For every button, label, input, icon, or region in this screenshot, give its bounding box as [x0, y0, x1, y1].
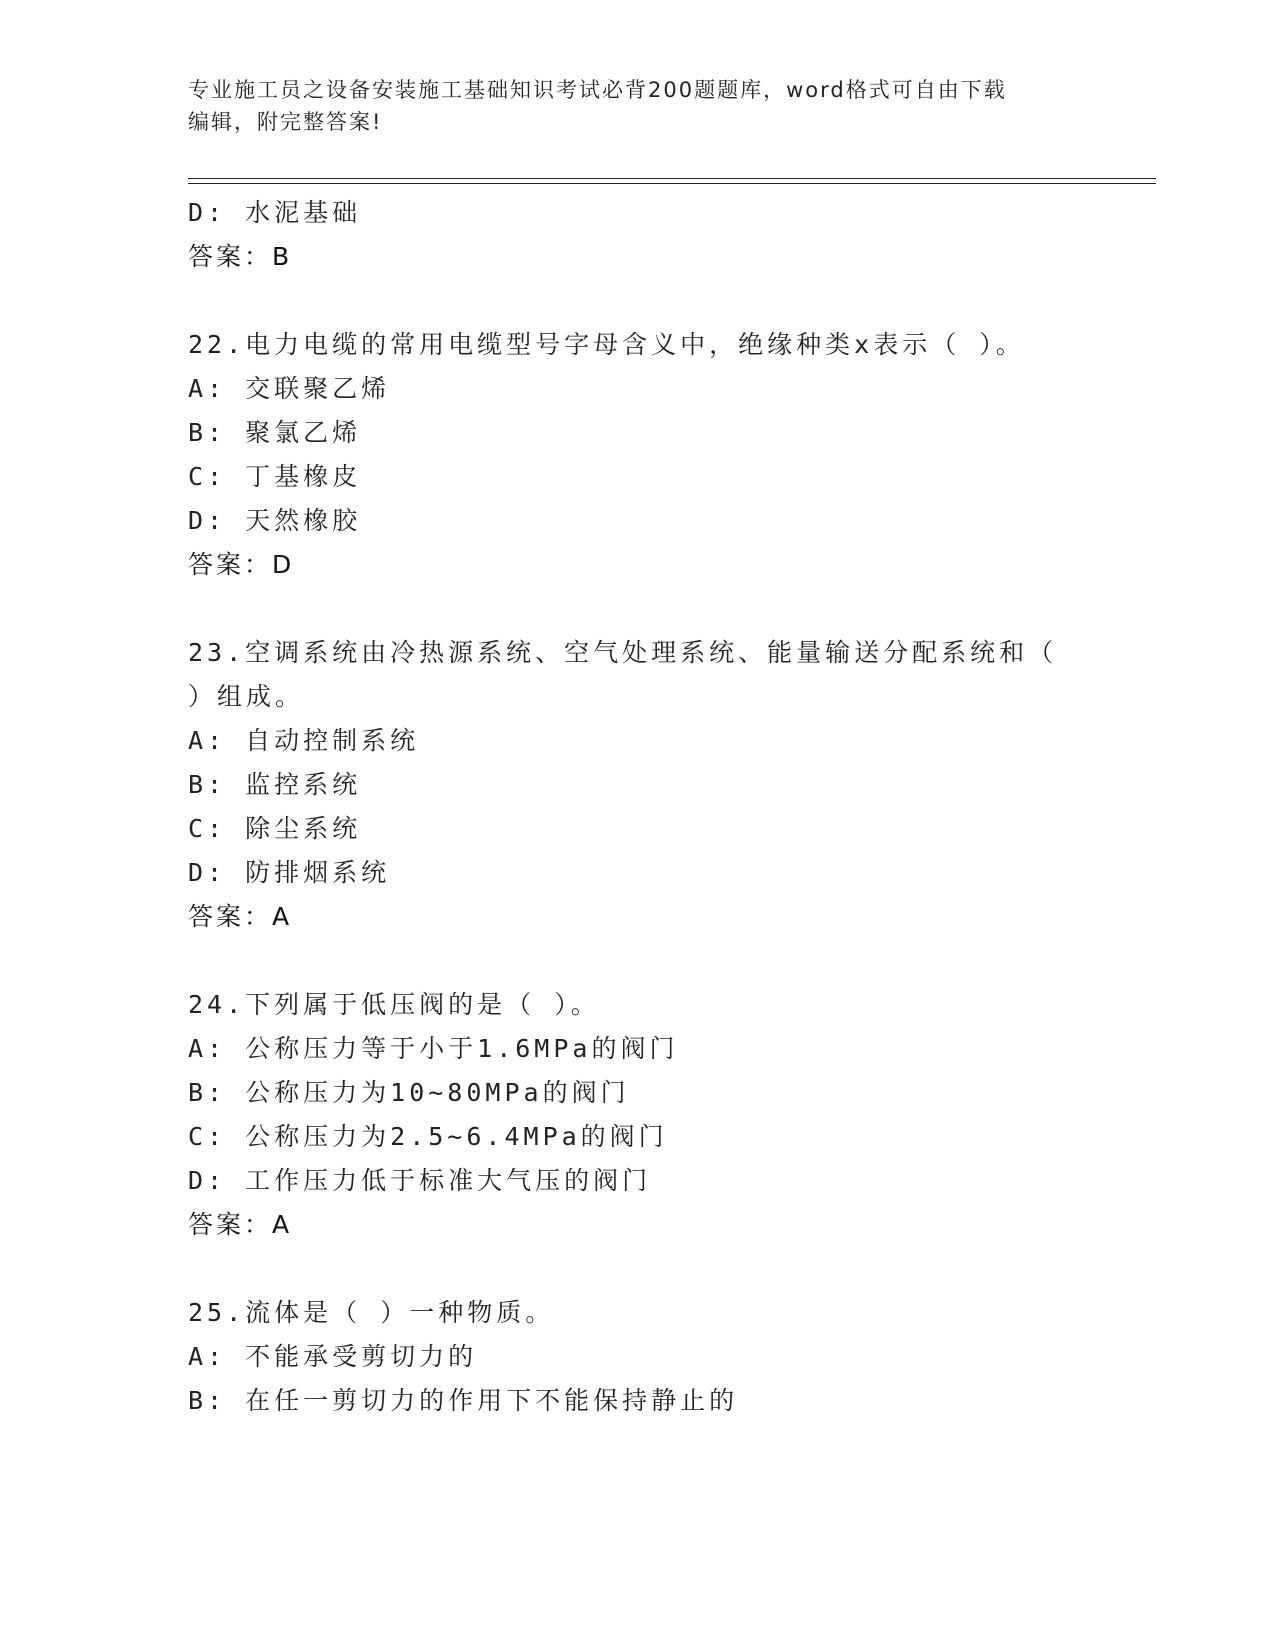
- q24-option-c: C: 公称压力为2.5~6.4MPa的阀门: [188, 1122, 668, 1151]
- q22-question: 22.电力电缆的常用电缆型号字母含义中，绝缘种类x表示（ ）。: [188, 330, 1025, 359]
- q22-option-a: A: 交联聚乙烯: [188, 374, 391, 403]
- q23-option-a: A: 自动控制系统: [188, 726, 420, 755]
- q24-option-d: D: 工作压力低于标准大气压的阀门: [188, 1166, 652, 1195]
- q21-answer: 答案：B: [188, 242, 293, 271]
- header-divider-bottom: [188, 183, 1156, 184]
- q24-question: 24.下列属于低压阀的是（ ）。: [188, 990, 600, 1019]
- q24-option-a: A: 公称压力等于小于1.6MPa的阀门: [188, 1034, 679, 1063]
- q23-question-line-1: 23.空调系统由冷热源系统、空气处理系统、能量输送分配系统和（: [188, 638, 1058, 667]
- header-divider-top: [188, 178, 1156, 179]
- q22-option-c: C: 丁基橡皮: [188, 462, 362, 491]
- q22-option-b: B: 聚氯乙烯: [188, 418, 362, 447]
- q25-option-b: B: 在任一剪切力的作用下不能保持静止的: [188, 1386, 739, 1415]
- q25-question: 25.流体是（ ）一种物质。: [188, 1298, 555, 1327]
- q23-option-c: C: 除尘系统: [188, 814, 362, 843]
- q23-answer: 答案：A: [188, 902, 293, 931]
- header-line-2: 编辑，附完整答案!: [188, 110, 383, 134]
- q24-answer: 答案：A: [188, 1210, 293, 1239]
- q22-option-d: D: 天然橡胶: [188, 506, 362, 535]
- q23-option-b: B: 监控系统: [188, 770, 362, 799]
- document-header: [188, 74, 1068, 138]
- q22-answer: 答案：D: [188, 550, 295, 579]
- q24-option-b: B: 公称压力为10~80MPa的阀门: [188, 1078, 630, 1107]
- q25-option-a: A: 不能承受剪切力的: [188, 1342, 478, 1371]
- header-line-1: 专业施工员之设备安装施工基础知识考试必背200题题库，word格式可自由下载: [188, 78, 1007, 102]
- q21-option-d: D: 水泥基础: [188, 198, 362, 227]
- q23-question-line-2: ）组成。: [188, 682, 305, 711]
- q23-option-d: D: 防排烟系统: [188, 858, 391, 887]
